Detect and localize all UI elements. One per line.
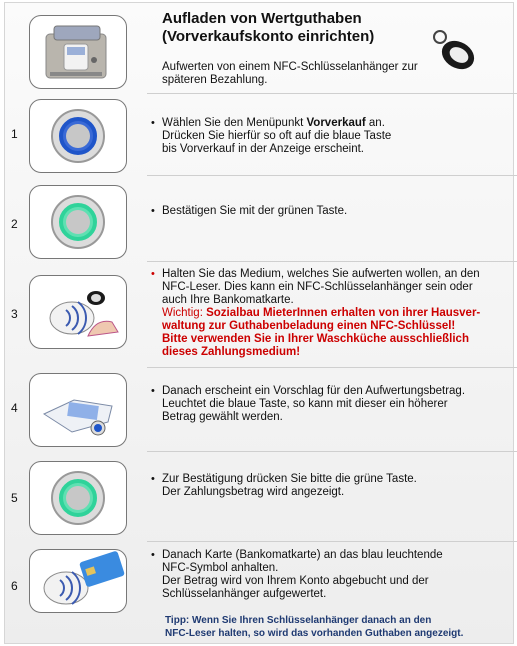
step-5-text xyxy=(162,473,502,499)
text-line: Zur Bestätigung drücken Sie bitte die grüne Taste. xyxy=(162,473,417,485)
bullet: • xyxy=(151,205,155,217)
step-number: 3 xyxy=(11,307,18,321)
text-line: Betrag gewählt werden. xyxy=(162,411,283,423)
text-line: auch Ihre Bankomatkarte. xyxy=(162,294,294,306)
step-5 xyxy=(5,455,513,539)
step-3 xyxy=(5,265,513,365)
divider xyxy=(147,451,517,452)
bank-card-nfc-image xyxy=(29,549,127,613)
step-4 xyxy=(5,371,513,449)
text-line: Danach erscheint ein Vorschlag für den Aufwertungsbetrag. xyxy=(162,385,466,397)
step-2 xyxy=(5,179,513,259)
payment-terminal-image xyxy=(29,15,127,89)
bullet: • xyxy=(151,473,155,485)
menu-item-name: Vorverkauf xyxy=(306,117,366,129)
text-line: Der Betrag wird von Ihrem Konto abgebucht und der xyxy=(162,575,429,587)
header xyxy=(5,3,513,93)
step-number: 4 xyxy=(11,401,18,415)
tip-line: Tipp: Wenn Sie Ihren Schlüsselanhänger danach an den xyxy=(165,615,432,626)
step-2-text xyxy=(162,205,502,218)
tip-text xyxy=(165,614,515,640)
text-line: NFC-Leser. Dies kann ein NFC-Schlüsselanhänger sein oder xyxy=(162,281,473,293)
step-4-text xyxy=(162,385,502,424)
step-1-text xyxy=(162,117,502,156)
green-button-image xyxy=(29,185,127,259)
warning-text: dieses Zahlungsmedium! xyxy=(162,346,301,358)
text-segment: an. xyxy=(365,117,385,129)
warning-text: waltung zur Guthabenbeladung einen NFC-Schlüssel! xyxy=(162,320,456,332)
step-number: 2 xyxy=(11,217,18,231)
text-segment: Wählen Sie den Menüpunkt xyxy=(162,117,307,129)
text-line: Drücken Sie hierfür so oft auf die blaue Taste xyxy=(162,130,392,142)
bullet: • xyxy=(151,268,155,280)
text-line: Schlüsselanhänger aufgewertet. xyxy=(162,588,327,600)
text-line: bis Vorverkauf in der Anzeige erscheint. xyxy=(162,143,365,155)
bullet: • xyxy=(151,385,155,397)
step-6 xyxy=(5,543,513,613)
warning-highlight: Sozialbau MieterInnen xyxy=(206,307,328,319)
nfc-keyfob-icon xyxy=(430,27,478,73)
step-6-text xyxy=(162,549,502,601)
text-line: Halten Sie das Medium, welches Sie aufwerten wollen, an den xyxy=(162,268,480,280)
terminal-display-image xyxy=(29,373,127,447)
step-1 xyxy=(5,97,513,173)
bullet: • xyxy=(151,549,155,561)
warning-text: erhalten von ihrer Hausver- xyxy=(327,307,481,319)
divider xyxy=(147,541,517,542)
green-button-image xyxy=(29,461,127,535)
step-number: 5 xyxy=(11,491,18,505)
divider xyxy=(147,367,517,368)
divider xyxy=(147,261,517,262)
text-line: Leuchtet die blaue Taste, so kann mit dieser ein höherer xyxy=(162,398,448,410)
divider xyxy=(147,175,517,176)
step-number: 1 xyxy=(11,127,18,141)
instruction-sheet xyxy=(4,2,514,644)
divider xyxy=(147,93,517,94)
blue-button-image xyxy=(29,99,127,173)
page-title: Aufladen von Wertguthaben (Vorverkaufskonto einrichten) xyxy=(162,10,375,45)
text-line: Danach Karte (Bankomatkarte) an das blau leuchtende xyxy=(162,549,443,561)
text-line: NFC-Symbol anhalten. xyxy=(162,562,279,574)
warning-text: Bitte verwenden Sie in Ihrer Waschküche ausschließlich xyxy=(162,333,469,345)
step-number: 6 xyxy=(11,579,18,593)
step-3-text xyxy=(162,268,502,359)
tip-line: NFC-Leser halten, so wird das vorhanden Guthaben angezeigt. xyxy=(165,628,464,639)
warning-label: Wichtig: xyxy=(162,307,207,319)
page-subtitle: Aufwerten von einem NFC-Schlüsselanhänger zur späteren Bezahlung. xyxy=(162,61,418,86)
nfc-reader-keyfob-image xyxy=(29,275,127,349)
text-line: Bestätigen Sie mit der grünen Taste. xyxy=(162,205,348,217)
text-line: Der Zahlungsbetrag wird angezeigt. xyxy=(162,486,345,498)
bullet: • xyxy=(151,117,155,129)
